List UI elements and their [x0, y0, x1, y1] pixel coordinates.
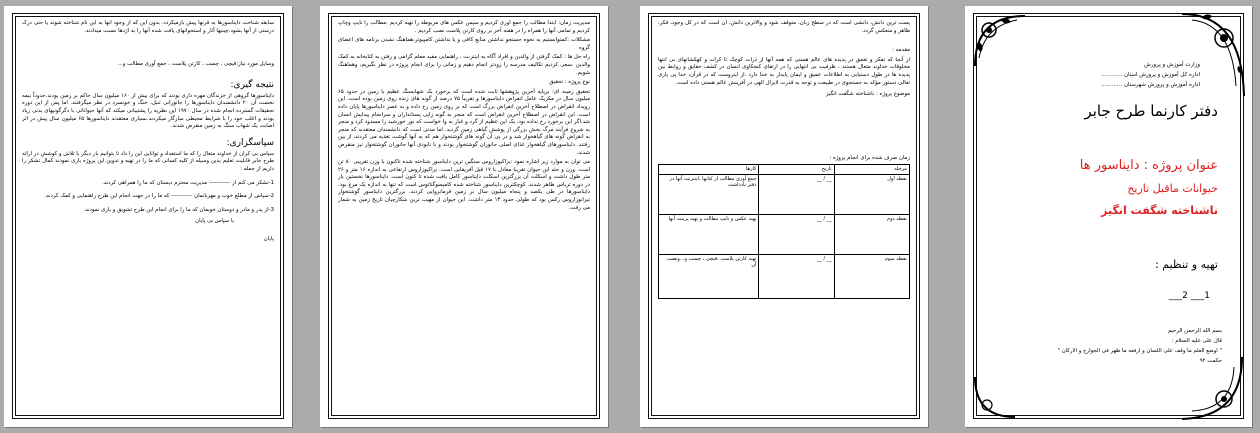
table-header-row [659, 165, 910, 175]
table-cell: __ / __ [759, 214, 834, 254]
organization-header [1080, 60, 1200, 90]
table-cell: تهیه عکس و تایپ مطالب و تهیه پرینت آنها [659, 214, 759, 254]
paragraph: مشکلات :کمتوانستیم به نحوه جستجو نداشتن منابع کافی و یا نداشتن کامپیوتر،هماهنگ نشدن برنامه های اعضای گروه [338, 37, 590, 51]
list-item: 3-از پدر و مادر و دوستان خوبمان که ما را برای انجام این طرح تشویق و یاری نمودند. [83, 206, 274, 213]
paragraph: سابقه شناخت دایناسورها به قرنها پیش بازمیگردد. بدون این که از وجود آنها به این نام شناخته شوند یا حتی درک درستی از آنها بشود.چینیها آثار و استخوانهای یافت شده آنها را به اژدها نسبت میدادند. [22, 20, 274, 34]
paragraph: از آنجا که تفکر و تعمق در پدیده های عالم هستی که همه آنها از ذرات کوچک تا کرات و کهکشانهای بی انتها مخلوقات خداوند متعال هستند ، ظرفیت بی انتهایی را در ارتقای کنجکاوی انسان در کشف حقایق و روابط بین پدیده ها در طول دستیابی به اطلاعات عمیق و ایمان پایدار به خدا دارد .از اینروست که در قرآن، خدا پی پاری تعالی دستور مؤکد به جستجوی در طبیعت و توجه به قدرت لایزال الهی در آفرینش عالم هستی داده است. [658, 56, 910, 86]
page-introduction [640, 6, 928, 427]
basmala: بسم الله الرحمن الرحیم [1167, 328, 1222, 334]
list-item: 2-سپاس از مطلع خوب و مهربانمان ----------- که ما را در جهت انجام این طرح راهنمایی و کمک کردند. [44, 193, 274, 200]
section-heading: نتیجه گیری: [230, 79, 274, 90]
section-heading: مقدمه : [892, 47, 910, 54]
quote-line: " اوضع العلم ما وقف علی اللسان و ارفعه ما ظهر فی الجوارح و الارکان " [1057, 348, 1222, 354]
subtitle: ناشناخته شگفت انگیز [1101, 204, 1218, 217]
table-cell: نقطه اول [834, 174, 909, 214]
org-line: وزارت آموزش و پرورش [1144, 62, 1200, 68]
paragraph: راه حل ها : کمک گرفتن از والدین و افراد آگاه به اینترنت ، راهنمایی مفید معلم گرامی و رفتن به کتابخانه به کمک والدین .سعی کردیم تکالیف مدرسه را زودتر انجام دهیم و زمانی را برای انجام پروژه در نظر بگیریم، وهماهنگ شویم. [338, 54, 590, 76]
paragraph: می توان به موارد زیر اشاره نمود :براکیوزاروس سنگین ترین دایناسور شناخته شده تاکنون با وزن تقریبی ۸۰ تن است. وزن و جثه این حیوان تقریبا معادل با ۱۷ فیل آفریقایی است. براکیوزاروس ارتفاعی به اندازه ۱۶ متر و ۲۶ متر طول داشت و اسکلت آن بزرگترین اسکلت دایناسور کامل یافت شده تا کنون است. دایناسورها نخستین بار در دوره تریاس ظاهر شدند. کوچکترین دایناسور شناخته شده کامپسوگناتوس است که تنها به اندازه یک مرغ بود. دایناسورها در طی یکصد و پنجاه میلیون سال بر زمین فرمانروایی کردند. بزرگترین دایناسور گوشتخوار تیرانوزاروس رکس بود که طولی حدود ۱۳ متر داشت. این حیوان از مهیب ترین شکارچیان تاریخ زمین به شمار می رفت. [338, 159, 590, 211]
table-row [659, 174, 910, 214]
page-content [22, 20, 274, 413]
page-research [320, 6, 608, 427]
paragraph: دایناسورها گروهی از خزندگان مهره داری بودند که برای بیش از ۱۶۰ میلیون سال حاکم بر زمین بودند.حدوداً نیمه نخست آن ۲۰ دانشمندان دایناسورها را جانورانی تنبل، خنگ و خونسرد در نظر میگرفتند. اما پس از این دوره تحقیقات گسترده انجام شده در سال ۱۹۷۰ این نظریه را پشتیبانی میکند که آنها حیواناتی با دگرگونیهای بدنی زیاد بودند و اغلب خود را با شرایط محیطی سازگار میکردند.بسیاری معتقدند دایناسورها ۶۵ میلیون سال پیش در اثر اصابت یک شهاب سنگ به زمین منقرض شدند. [22, 92, 274, 130]
table-cell: تهیه کارتن پلاست ،قیچی ، چسب و...وتصب آن [659, 254, 759, 298]
floral-corner-ornament-icon [965, 367, 1025, 427]
floral-corner-ornament-icon [965, 6, 1035, 76]
paragraph: وسایل مورد نیاز:قیچی ، چسب ، کارتن پلاست ، جمع آوری مطالب و... [117, 61, 274, 68]
page-cover [965, 6, 1252, 427]
paragraph: نوع پروژه : تحقیق [549, 79, 590, 86]
section-heading: سپاسگزاری: [226, 137, 274, 148]
subtitle: حیوانات ماقبل تاریخ [1127, 182, 1218, 195]
quote-block [1005, 326, 1222, 366]
paragraph: موضوع پروژه : ناشناخته شگفت انگیز [825, 91, 910, 98]
project-title: عنوان پروژه : دایناسور ها [1079, 158, 1218, 173]
page-conclusion [4, 6, 292, 427]
page-content [658, 20, 910, 413]
org-line: اداره آموزش و پرورش شهرستان ............ [1101, 82, 1200, 88]
paragraph: مدیریت زمان: ابتدا مطالب را جمع آوری کردیم و سپس عکس های مربوطه را تهیه کردیم .مطالب را تایپ وچاپ کردیم و تمامی آنها را همراه را در هفته آخر بر روی کارتن پلاست نصب کردیم . [338, 20, 590, 34]
org-line: اداره کل آموزش و پرورش استان ............ [1101, 72, 1200, 78]
table-cell: __ / __ [759, 254, 834, 298]
table-cell: نقطه دوم [834, 214, 909, 254]
column-header: کارها [659, 165, 759, 175]
table-cell: نقطه سوم [834, 254, 909, 298]
table-row [659, 214, 910, 254]
table-cell: __ / __ [759, 174, 834, 214]
paragraph: با سپاس بی پایان [195, 218, 234, 225]
section-heading: زمان صرف شده برای انجام پروژه : [829, 154, 910, 161]
author-names: 1___ 2___ [1168, 291, 1210, 301]
schedule-table [658, 164, 910, 299]
list-item: 1-تشکر می کنم از ----------- مدیریت محترم دبستان که ما را همراهی کردند. [102, 179, 274, 186]
paragraph: تحقیق زمینه ای: برپایه آخرین پژوهشها ثابت شده است که برخورد یک شهابسنگ عظیم با زمین در حدود ۶۵ میلیون سال در مکزیک عامل انقراض دایناسورها و تقریباً ۷۵ درصد از گونه های زنده روی زمین بوده است. این رویداد انقراض در اصطلاح آخرین انقراض بزرگ است که بر روی زمین رخ داده و به عصر دایناسورها پایان داده است. این انقراض در اصطلاح آخرین انقراض است که منجر به گونه زایی پستانداران و سرانجام پیدایش انسان شد.اگر این برخورد رخ نداده بود، یک این عظیم از گرد و غبار به وا خواست که نور خورشید را مسدود کرد و منجر به شروع فرآیند مرگ بخش بزرگی از پوشش گیاهی زمین گردید. اما مدتی است که دانشمندان معتقدند که منجر به انقراض گونه های گیاهخوار شد و در پی آن گونه های گوشتخوار هم که به آنها گوشت تغذیه می کردند، از بین رفتند. دایناسورهای گیاهخوار غذای اصلی جانوران گوشتخوار بودند و با نابودی آنها جانوران گوشتخوار نیز منقرض شدند. [338, 88, 590, 156]
paragraph: پست ترین دانش، دانشی است که در سطح زبان، متوقف شود و والاترین دانش، آن است که در کل وجود، فکر، ظاهر و منعکس گردد. [658, 20, 910, 34]
table-cell: جمع آوری مطالب از کتابها ،اینترنت آنها در دفتر یادداشت [659, 174, 759, 214]
column-header: مرحله [834, 165, 909, 175]
column-header: تاریخ [759, 165, 834, 175]
floral-corner-ornament-icon [1172, 6, 1252, 106]
table-row [659, 254, 910, 298]
document-title: دفتر کارنما طرح جابر [1084, 102, 1218, 120]
page-content [338, 20, 590, 413]
quote-line: قال علی علیه السلام : [1171, 338, 1222, 344]
prepared-by-label: تهیه و تنظیم : [1155, 258, 1218, 271]
paragraph: سپاس بی کران از خداوند متعال را که ما استعداد و توانایی این را داد تا بتوانیم بار دیگر با تلاش و کوشش در ارائه طرح جابر قابلیت تعلیم بدین وسیله از کلیه کسانی که ما را در تهیه و تدوین این پروژه یاری نمودند کمال تشکر را داریم از جمله : [22, 150, 274, 172]
paragraph: پایان [263, 235, 274, 242]
quote-line: حکمت ۹۲ [1199, 358, 1222, 364]
